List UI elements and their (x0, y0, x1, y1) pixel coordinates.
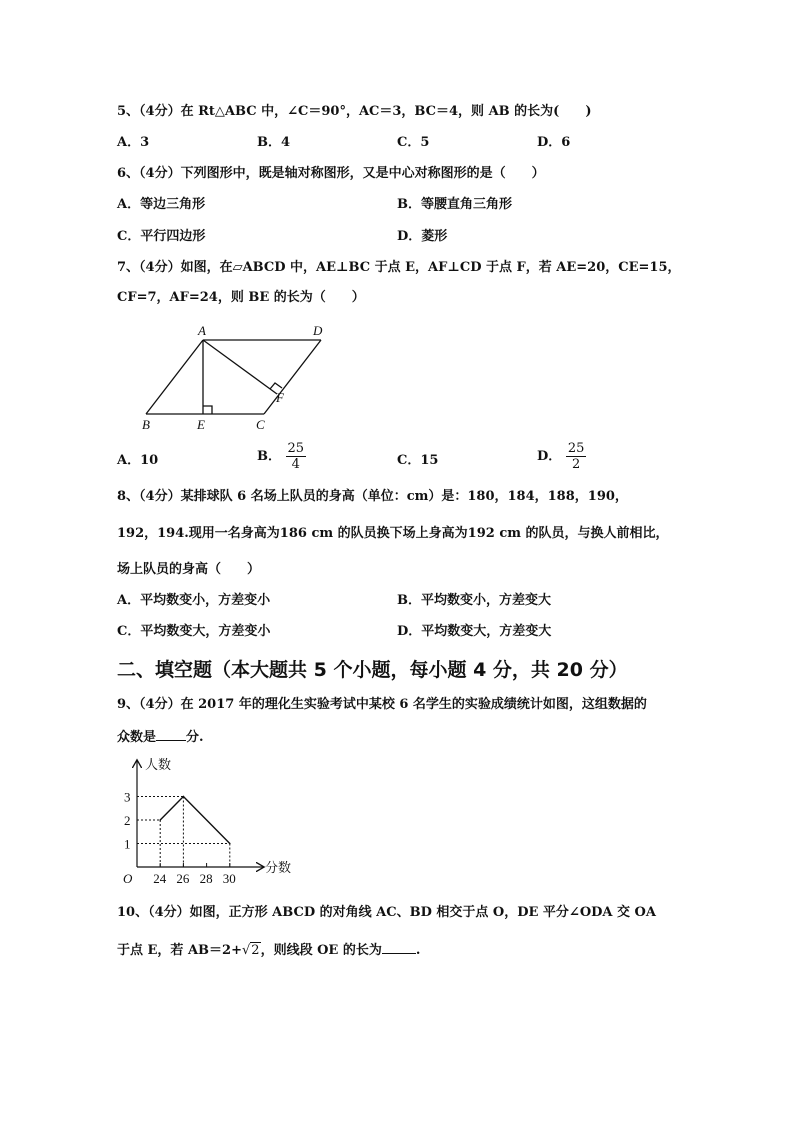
q9-answer-blank[interactable] (156, 728, 186, 741)
q7-option-d[interactable] (537, 441, 586, 472)
fraction-denominator: 4 (291, 457, 300, 472)
q8-option-d[interactable]: D．平均数变大，方差变大 (397, 624, 552, 639)
q10-stem-line2 (117, 941, 420, 960)
edge-dc (264, 340, 321, 414)
q7-option-b-fraction (286, 441, 307, 472)
q6-option-a[interactable]: A．等边三角形 (117, 197, 206, 212)
y-tick-label: 2 (124, 813, 131, 828)
q10-stem-end: . (415, 943, 421, 958)
q9-stem-prefix: 众数是 (117, 730, 157, 745)
fraction-numerator: 25 (287, 441, 305, 456)
q9-line-chart (115, 755, 305, 885)
data-point (159, 819, 161, 821)
label-a: A (198, 323, 206, 338)
q7-stem-line2: CF=7，AF=24，则 BE 的长为（ ） (117, 290, 365, 305)
right-angle-mark-e (203, 406, 212, 414)
q8-option-c[interactable]: C．平均数变大，方差变小 (117, 624, 271, 639)
q7-option-b-label: B． (257, 449, 281, 464)
y-tick-label: 3 (124, 789, 131, 805)
data-point (229, 843, 231, 845)
q5-option-d[interactable]: D．6 (537, 135, 571, 150)
x-tick-label: 30 (222, 871, 236, 885)
label-e: E (197, 417, 205, 432)
label-c: C (256, 417, 265, 432)
q10-stem-prefix: 于点 E，若 AB＝2+ (117, 943, 242, 958)
q7-option-a[interactable]: A．10 (117, 453, 159, 468)
q8-option-a[interactable]: A．平均数变小，方差变小 (117, 593, 271, 608)
q5-option-b[interactable]: B．4 (257, 135, 291, 150)
q8-stem-line3: 场上队员的身高（ ） (117, 562, 261, 577)
x-tick-label: 24 (153, 871, 167, 885)
fraction-denominator: 2 (571, 457, 581, 472)
x-axis-label: 分数 (265, 860, 292, 875)
q7-option-c[interactable]: C．15 (397, 453, 439, 468)
q10-stem-middle: ，则线段 OE 的长为 (260, 943, 382, 958)
q10-answer-blank[interactable] (382, 941, 416, 954)
series-line (160, 797, 230, 844)
section-title: 二、填空题（本大题共 5 个小题，每小题 4 分，共 20 分） (117, 659, 628, 681)
q7-option-b[interactable] (257, 441, 306, 472)
right-angle-mark-f (270, 383, 282, 389)
q10-stem-line1: 10、（4分）如图，正方形 ABCD 的对角线 AC、BD 相交于点 O，DE 平分∠ODA 交 OA (117, 905, 656, 920)
q6-option-b[interactable]: B．等腰直角三角形 (397, 197, 512, 212)
label-d: D (313, 323, 323, 338)
q5-stem: 5、（4分）在 Rt△ABC 中，∠C＝90°，AC＝3，BC＝4，则 AB 的长为( ) (117, 104, 592, 119)
q8-stem-line1: 8、（4分）某排球队 6 名场上队员的身高（单位：cm）是：180，184，188，190， (117, 489, 628, 504)
q8-stem-line2: 192，194.现用一名身高为186 cm 的队员换下场上身高为192 cm 的队员，与换人前相比， (117, 526, 669, 541)
q8-option-b[interactable]: B．平均数变小，方差变大 (397, 593, 551, 608)
origin-label: O (123, 871, 133, 885)
x-tick-label: 28 (199, 871, 213, 885)
label-b: B (142, 417, 150, 432)
q10-sqrt: √2 (241, 943, 260, 958)
q6-option-d[interactable]: D．菱形 (397, 229, 448, 244)
q5-option-a[interactable]: A．3 (117, 135, 150, 150)
q9-stem-suffix: 分. (186, 730, 204, 745)
fraction-numerator: 25 (567, 441, 585, 456)
q6-stem: 6、（4分）下列图形中，既是轴对称图形，又是中心对称图形的是（ ） (117, 166, 545, 181)
q7-option-d-label: D． (537, 449, 562, 464)
q6-option-c[interactable]: C．平行四边形 (117, 229, 206, 244)
edge-ab (146, 340, 203, 414)
y-tick-label: 1 (124, 836, 131, 852)
q5-option-c[interactable]: C．5 (397, 135, 430, 150)
q9-stem-line1: 9、（4分）在 2017 年的理化生实验考试中某校 6 名学生的实验成绩统计如图，这组数据的 (117, 697, 647, 712)
label-f: F (276, 390, 284, 405)
q7-option-d-fraction (566, 441, 587, 472)
q7-stem-line1: 7、（4分）如图，在▱ABCD 中，AE⊥BC 于点 E，AF⊥CD 于点 F，若 AE=20，CE=15， (117, 260, 681, 275)
data-point (183, 796, 185, 798)
q7-parallelogram-figure (135, 322, 335, 432)
q10-sqrt-radicand: 2 (251, 943, 260, 958)
q9-stem-line2 (117, 728, 204, 747)
y-axis-label: 人数 (145, 757, 172, 772)
segment-af (203, 340, 277, 394)
x-tick-label: 26 (176, 871, 190, 885)
